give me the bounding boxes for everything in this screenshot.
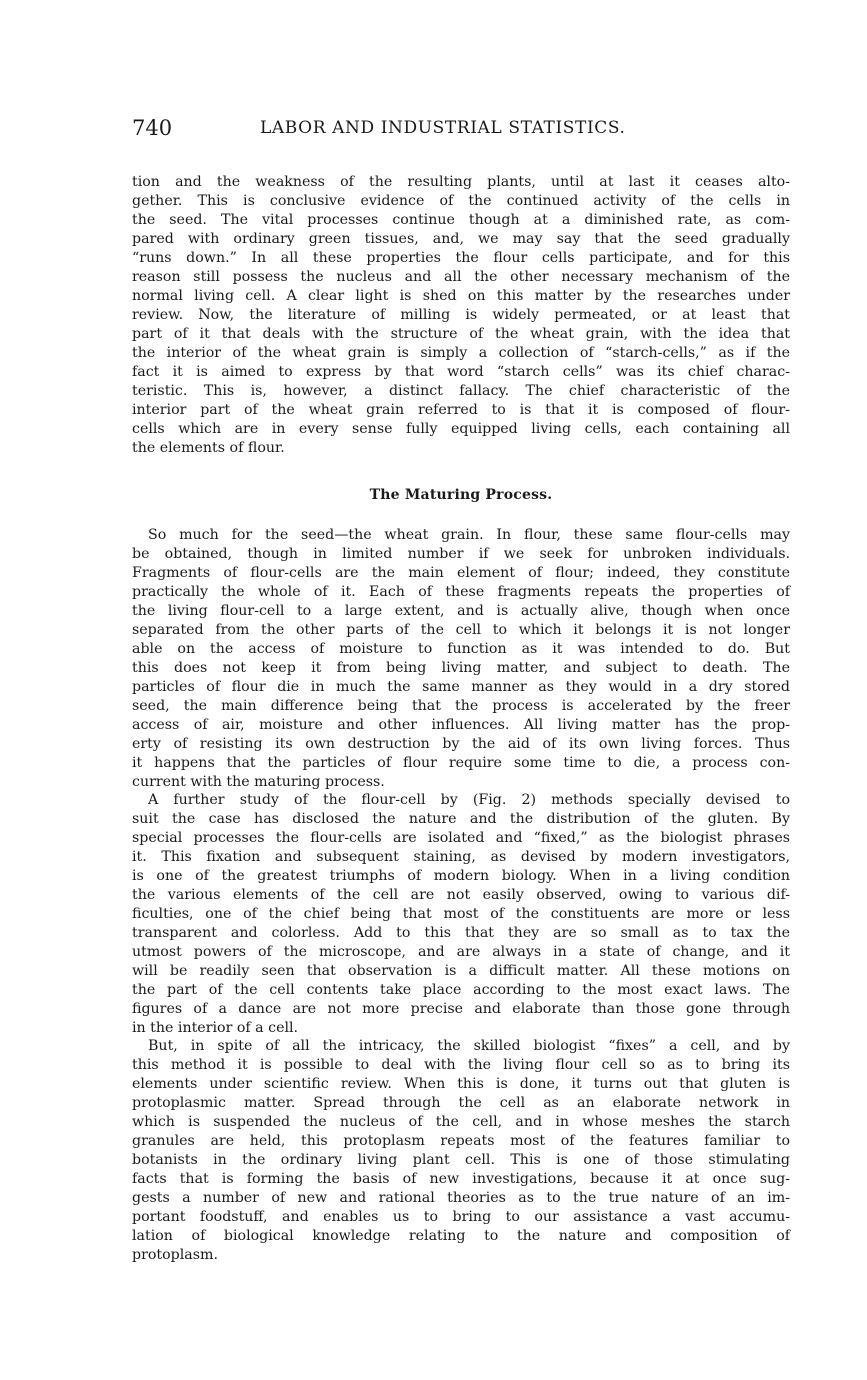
text-line: seed, the main difference being that the process is accelerated by the freer (132, 698, 790, 714)
text-line: which is suspended the nucleus of the cell, and in whose meshes the starch (132, 1114, 790, 1130)
text-line: the part of the cell contents take place according to the most exact laws. The (132, 982, 790, 998)
text-line: “runs down.” In all these properties the flour cells participate, and for this (132, 250, 790, 266)
text-line: access of air, moisture and other influences. All living matter has the prop- (132, 717, 790, 733)
text-line: ficulties, one of the chief being that most of the constituents are more or less (132, 906, 790, 922)
text-line: erty of resisting its own destruction by the aid of its own living forces. Thus (132, 736, 790, 752)
text-line: utmost powers of the microscope, and are always in a state of change, and it (132, 944, 790, 960)
text-line: figures of a dance are not more precise and elaborate than those gone through (132, 1001, 790, 1017)
paragraph (132, 526, 790, 792)
text-line: part of it that deals with the structure of the wheat grain, with the idea that (132, 326, 790, 342)
text-line: protoplasm. (132, 1247, 218, 1263)
text-line: gether. This is conclusive evidence of the continued activity of the cells in (132, 193, 790, 209)
text-line: elements under scientific review. When this is done, it turns out that gluten is (132, 1076, 790, 1092)
text-line: able on the access of moisture to function as it was intended to do. But (132, 641, 790, 657)
text-line: botanists in the ordinary living plant cell. This is one of those stimulating (132, 1152, 790, 1168)
text-line: special processes the flour-cells are isolated and “fixed,” as the biologist phrases (132, 830, 790, 846)
text-line: be obtained, though in limited number if we seek for unbroken individuals. (132, 546, 790, 562)
text-line: But, in spite of all the intricacy, the skilled biologist “fixes” a cell, and by (148, 1038, 790, 1054)
text-line: the various elements of the cell are not easily observed, owing to various dif- (132, 887, 790, 903)
text-line: So much for the seed—the wheat grain. In flour, these same flour-cells may (148, 527, 790, 543)
text-line: interior part of the wheat grain referred to is that it is composed of flour- (132, 402, 790, 418)
text-line: lation of biological knowledge relating to the nature and composition of (132, 1228, 790, 1244)
text-line: particles of flour die in much the same manner as they would in a dry stored (132, 679, 790, 695)
text-line: the elements of flour. (132, 440, 285, 456)
text-line: is one of the greatest triumphs of modern biology. When in a living condition (132, 868, 790, 884)
text-line: Fragments of flour-cells are the main element of flour; indeed, they constitute (132, 565, 790, 581)
text-line: practically the whole of it. Each of these fragments repeats the properties of (132, 584, 790, 600)
running-head (132, 114, 790, 144)
text-line: it happens that the particles of flour require some time to die, a process con- (132, 755, 790, 771)
text-line: reason still possess the nucleus and all the other necessary mechanism of the (132, 269, 790, 285)
text-line: tion and the weakness of the resulting plants, until at last it ceases alto- (132, 174, 790, 190)
text-line: review. Now, the literature of milling is widely permeated, or at least that (132, 307, 790, 323)
text-line: transparent and colorless. Add to this that they are so small as to tax the (132, 925, 790, 941)
text-line: the living flour-cell to a large extent, and is actually alive, though when once (132, 603, 790, 619)
text-line: in the interior of a cell. (132, 1020, 299, 1036)
text-line: fact it is aimed to express by that word “starch cells” was its chief charac- (132, 364, 790, 380)
text-line: this does not keep it from being living matter, and subject to death. The (132, 660, 790, 676)
text-line: granules are held, this protoplasm repeats most of the features familiar to (132, 1133, 790, 1149)
page-number: 740 (132, 116, 173, 140)
text-line: teristic. This is, however, a distinct fallacy. The chief characteristic of the (132, 383, 790, 399)
text-line: this method it is possible to deal with the living flour cell so as to bring its (132, 1057, 790, 1073)
running-title: LABOR AND INDUSTRIAL STATISTICS. (260, 118, 626, 138)
continued-paragraph (132, 173, 790, 458)
text-line: A further study of the flour-cell by (Fig. 2) methods specially devised to (148, 792, 790, 808)
text-line: gests a number of new and rational theories as to the true nature of an im- (132, 1190, 790, 1206)
text-line: cells which are in every sense fully equipped living cells, each containing all (132, 421, 790, 437)
text-line: protoplasmic matter. Spread through the cell as an elaborate network in (132, 1095, 790, 1111)
text-line: the seed. The vital processes continue though at a diminished rate, as com- (132, 212, 790, 228)
text-line: current with the maturing process. (132, 774, 385, 790)
text-line: it. This fixation and subsequent staining, as devised by modern investigators, (132, 849, 790, 865)
text-line: normal living cell. A clear light is shed on this matter by the researches under (132, 288, 790, 304)
text-line: separated from the other parts of the cell to which it belongs it is not longer (132, 622, 790, 638)
paragraph (132, 1037, 790, 1265)
text-line: portant foodstuff, and enables us to bring to our assistance a vast accumu- (132, 1209, 790, 1225)
text-line: facts that is forming the basis of new investigations, because it at once sug- (132, 1171, 790, 1187)
text-line: pared with ordinary green tissues, and, we may say that the seed gradually (132, 231, 790, 247)
text-line: suit the case has disclosed the nature and the distribution of the gluten. By (132, 811, 790, 827)
paragraph (132, 791, 790, 1038)
section-heading: The Maturing Process. (369, 487, 553, 503)
text-line: will be readily seen that observation is a difficult matter. All these motions on (132, 963, 790, 979)
text-line: the interior of the wheat grain is simply a collection of “starch-cells,” as if the (132, 345, 790, 361)
